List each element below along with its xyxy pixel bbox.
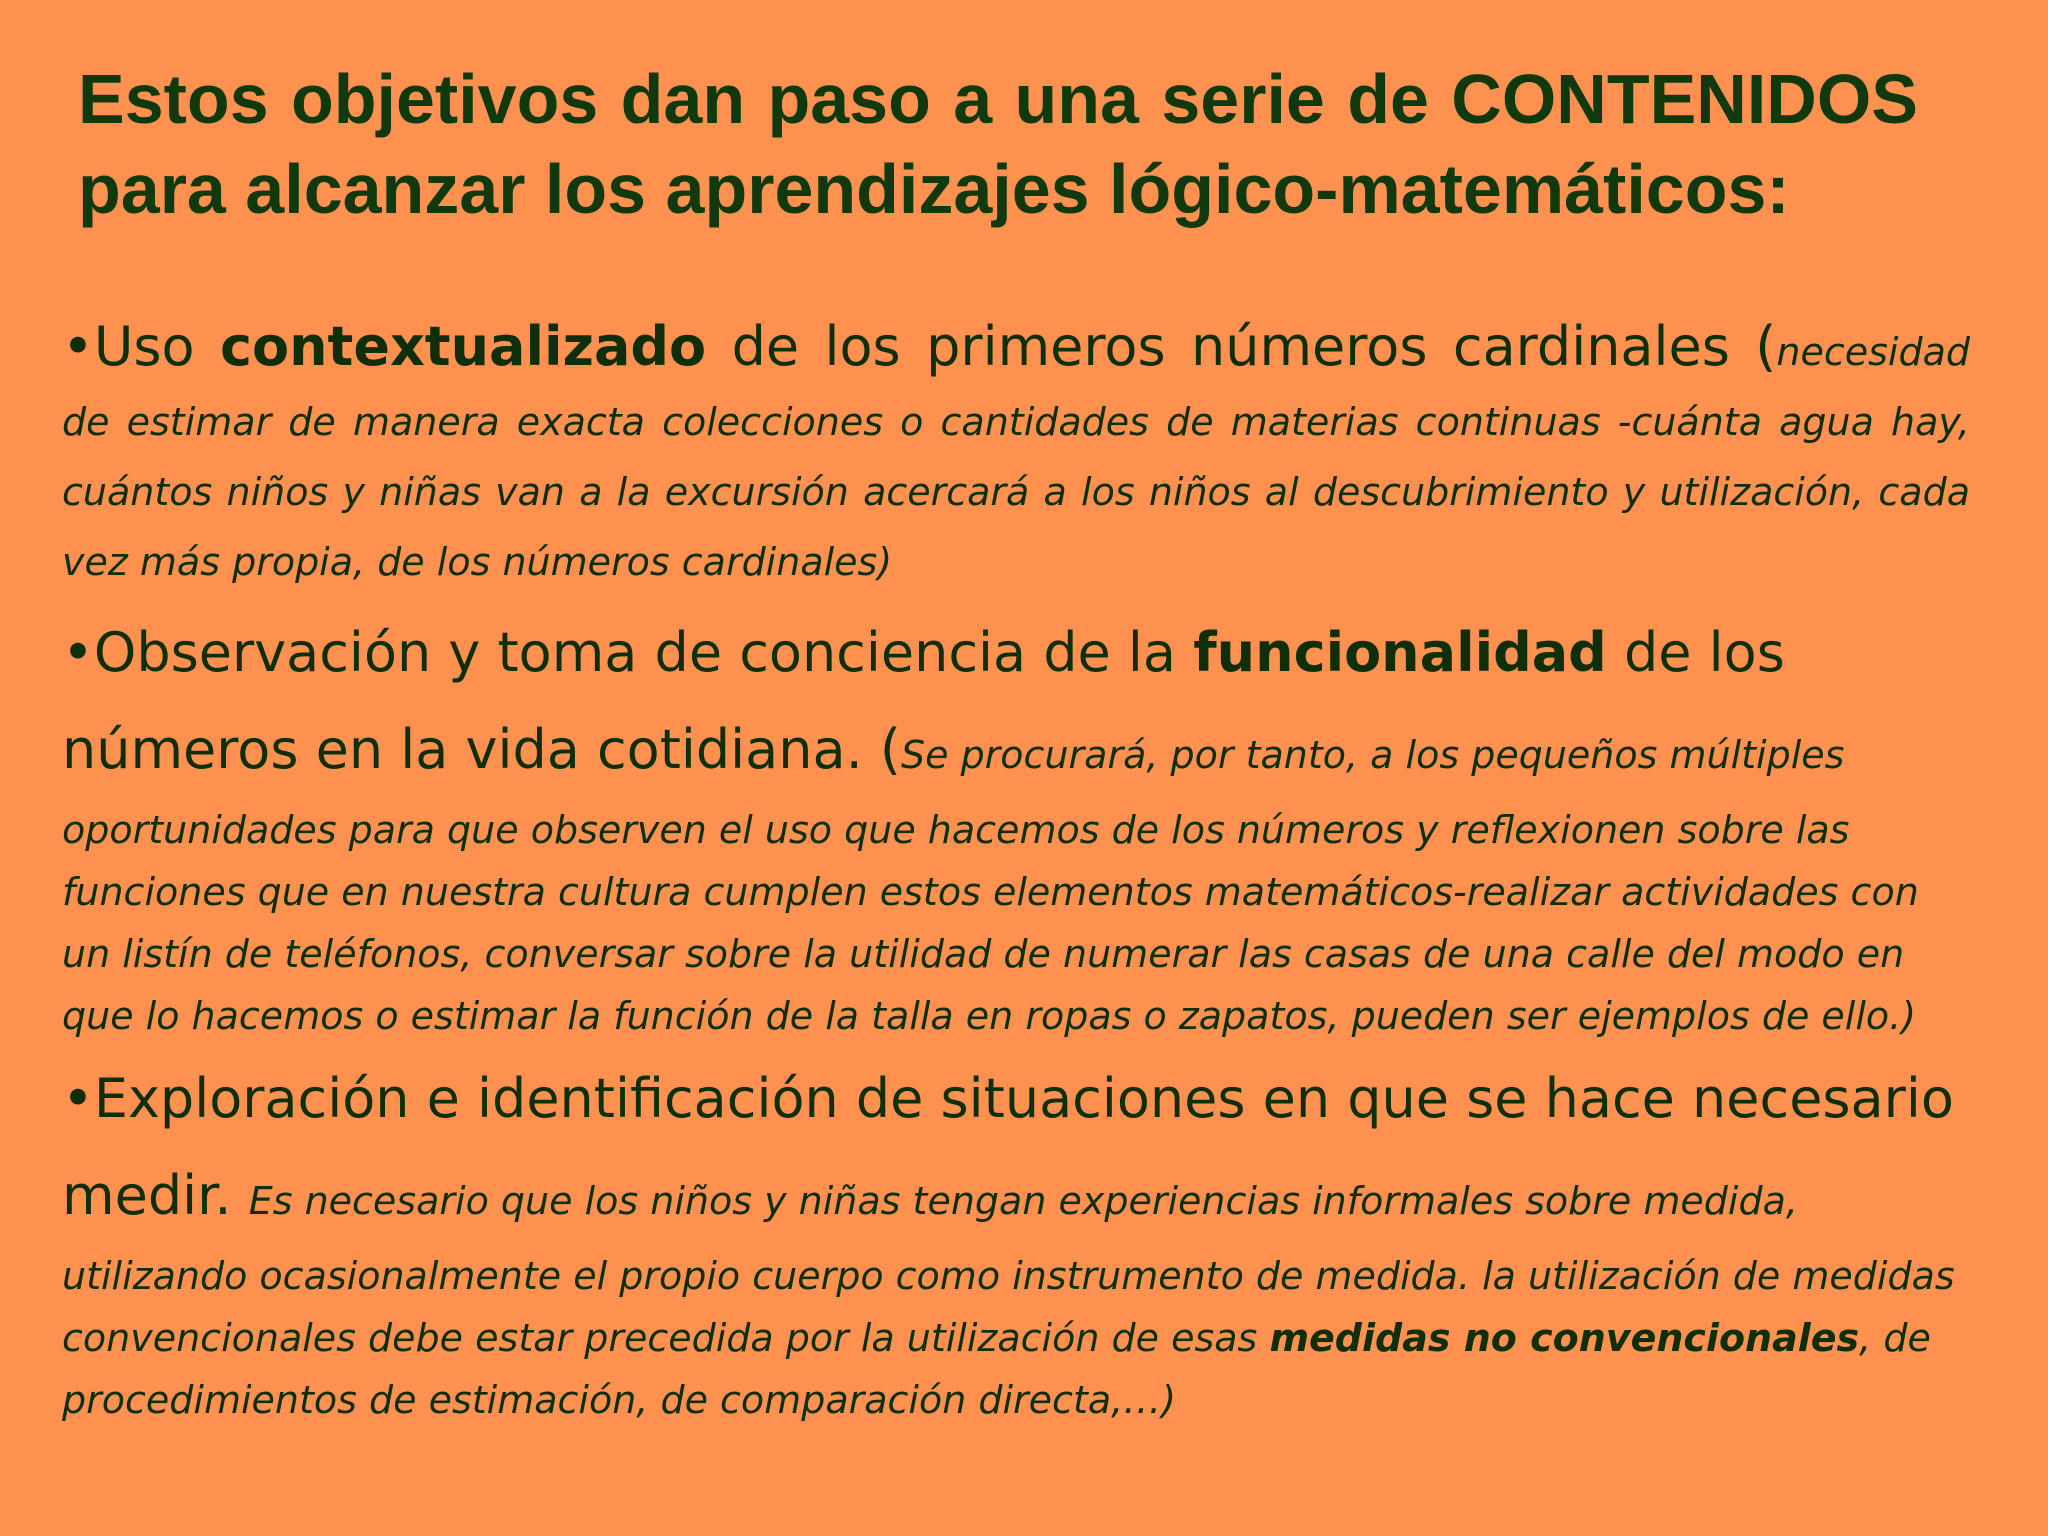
- bullet-text: Observación y toma de conciencia de la: [93, 621, 1194, 684]
- slide-title: Estos objetivos dan paso a una serie de CONTENIDOS para alcanzar los aprendizajes lógico-matemáticos:: [78, 60, 1918, 228]
- bullet-text: Exploración e identificación de situaciones en que se hace necesario medir.: [62, 1067, 1954, 1227]
- bullet-marker: •: [62, 315, 94, 378]
- bullet-item-1: [62, 316, 1970, 601]
- bullet-detail: Se procurará, por tanto, a los pequeños múltiples: [900, 733, 1845, 777]
- bullet-detail-continued: [62, 1245, 1970, 1431]
- bullet-detail-text: utilizando ocasionalmente el propio cuerpo como instrumento de medida. la utilización de medidas convencionales debe estar precedida por la utilización de esas: [62, 1254, 1955, 1360]
- bullet-text: Uso: [93, 315, 220, 378]
- bullet-detail-bold: medidas no convencionales: [1269, 1316, 1860, 1360]
- bullet-detail: necesidad de estimar de manera exacta colecciones o cantidades de materias continuas -cuánta agua hay, cuántos niños y niñas van a la excursión acercará a los niños al descubrimiento y utilización, cada vez más propia, de los números cardinales): [62, 330, 1970, 584]
- bullet-marker: •: [62, 1067, 94, 1130]
- bullet-detail: Es necesario que los niños y niñas tengan experiencias informales sobre medida,: [248, 1179, 1798, 1223]
- bullet-marker: •: [62, 621, 94, 684]
- bullet-detail-continued: oportunidades para que observen el uso que hacemos de los números y reflexionen sobre las funciones que en nuestra cultura cumplen estos elementos matemáticos-realizar actividades con un listín de teléfonos, conversar sobre la utilidad de numerar las casas de una calle del modo en que lo hacemos o estimar la función de la talla en ropas o zapatos, pueden ser ejemplos de ello.): [62, 808, 1919, 1038]
- bullet-detail-text: , de procedimientos de estimación, de comparación directa,…): [62, 1316, 1931, 1422]
- bullet-text: de los números en la vida cotidiana. (: [62, 621, 1785, 781]
- bullet-bold-term: contextualizado: [219, 315, 707, 378]
- bullet-bold-term: funcionalidad: [1193, 621, 1607, 684]
- bullet-item-3: [62, 1057, 1970, 1431]
- slide-content: [62, 316, 1970, 1431]
- bullet-text: de los primeros números cardinales (: [706, 315, 1777, 378]
- bullet-item-2: [62, 611, 1970, 1047]
